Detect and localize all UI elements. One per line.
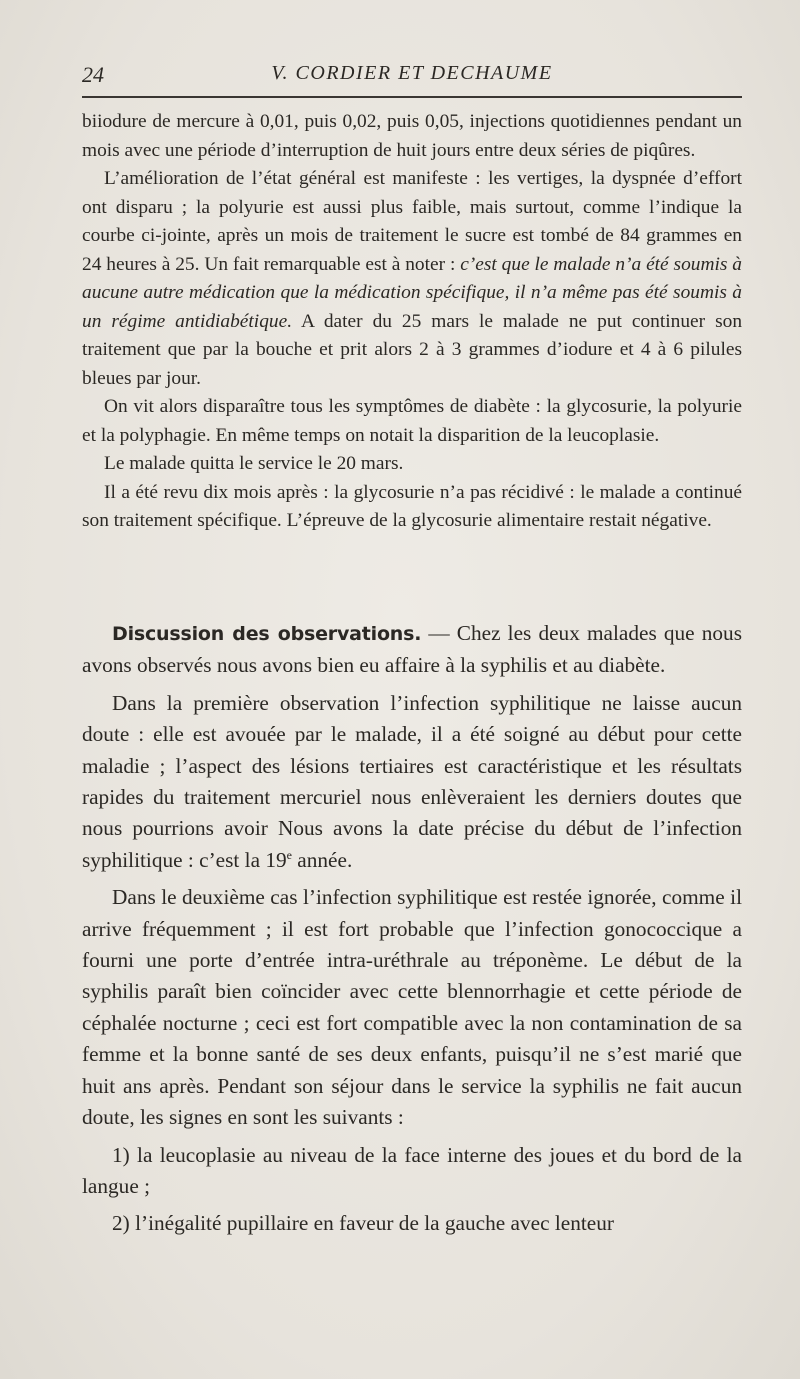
paragraph	[82, 165, 742, 393]
list-item: 2) l’inégalité pupillaire en faveur de la gauche avec lenteur	[112, 1211, 614, 1236]
paragraph-text: L’amélioration de l’état général est manifeste : les vertiges, la dyspnée d’effort ont disparu ; la polyurie est aussi plus faible, mais surtout, comme l’indique la courbe ci-jointe, après un mois de traitement le sucre est tombé de 84 grammes en 24 heures à 25. Un fait remarquable est à noter :	[82, 168, 742, 275]
paragraph	[82, 688, 742, 876]
italic-emphasis: c’est que le malade n’a été soumis à aucune autre médication que la médication spécifique, il n’a même pas été soumis à un régime antidiabétique.	[82, 253, 742, 332]
discussion-section	[82, 618, 742, 1240]
paragraph: Il a été revu dix mois après : la glycosurie n’a pas récidivé : le malade a continué son traitement spécifique. L’épreuve de la glycosurie alimentaire restait négative.	[82, 481, 742, 531]
paragraph: Dans le deuxième cas l’infection syphilitique est restée ignorée, comme il arrive fréquemment ; il est fort probable que l’infection gonococcique a fourni une porte d’entrée intra-uréthrale au tréponème. Le début de la syphilis paraît bien coïncider avec cette blennorrhagie et cette période de céphalée nocturne ; ceci est fort compatible avec la non contamination de sa femme et la bonne santé de ses deux enfants, puisqu’il ne s’est marié que huit ans après. Pendant son séjour dans le service la syphilis ne fait aucun doute, les signes en sont les suivants :	[82, 885, 742, 1130]
paragraph: biiodure de mercure à 0,01, puis 0,02, puis 0,05, injections quotidiennes pendant un mois avec une période d’interruption de huit jours entre deux séries de piqûres.	[82, 111, 742, 161]
paragraph-text: A dater du 25 mars le malade ne put continuer son traitement que par la bouche et prit alors 2 à 3 grammes d’iodure et 4 à 6 pilules bleues par jour.	[82, 310, 743, 389]
running-title: V. CORDIER ET DECHAUME	[271, 62, 553, 84]
paragraph-text: Dans la première observation l’infection syphilitique ne laisse aucun doute : elle est avouée par le malade, il a été soigné au début pour cette maladie ; l’aspect des lésions tertiaires est caractéristique et les résultats rapides du traitement mercuriel nous enlèveraient les derniers doutes que nous pourrions avoir Nous avons la date précise du début de l’infection syphilitique : c’est la 19	[82, 690, 742, 872]
observation-continuation	[82, 108, 742, 536]
page-number: 24	[82, 62, 104, 87]
paragraph-text: — Chez les deux malades que nous avons observés nous avons bien eu affaire à la syphilis et au diabète.	[82, 621, 742, 678]
paragraph: On vit alors disparaître tous les symptômes de diabète : la glycosurie, la polyurie et la polyphagie. En même temps on notait la disparition de la leucoplasie.	[82, 396, 742, 446]
paragraph-text: année.	[291, 847, 353, 872]
list-item: 1) la leucoplasie au niveau de la face interne des joues et du bord de la langue ;	[82, 1142, 742, 1198]
page-header	[82, 62, 742, 92]
header-rule	[82, 96, 742, 98]
superscript: e	[286, 847, 292, 862]
paragraph: Le malade quitta le service le 20 mars.	[104, 453, 404, 474]
section-heading: Discussion des observations.	[112, 623, 422, 645]
discussion-intro	[82, 618, 742, 682]
